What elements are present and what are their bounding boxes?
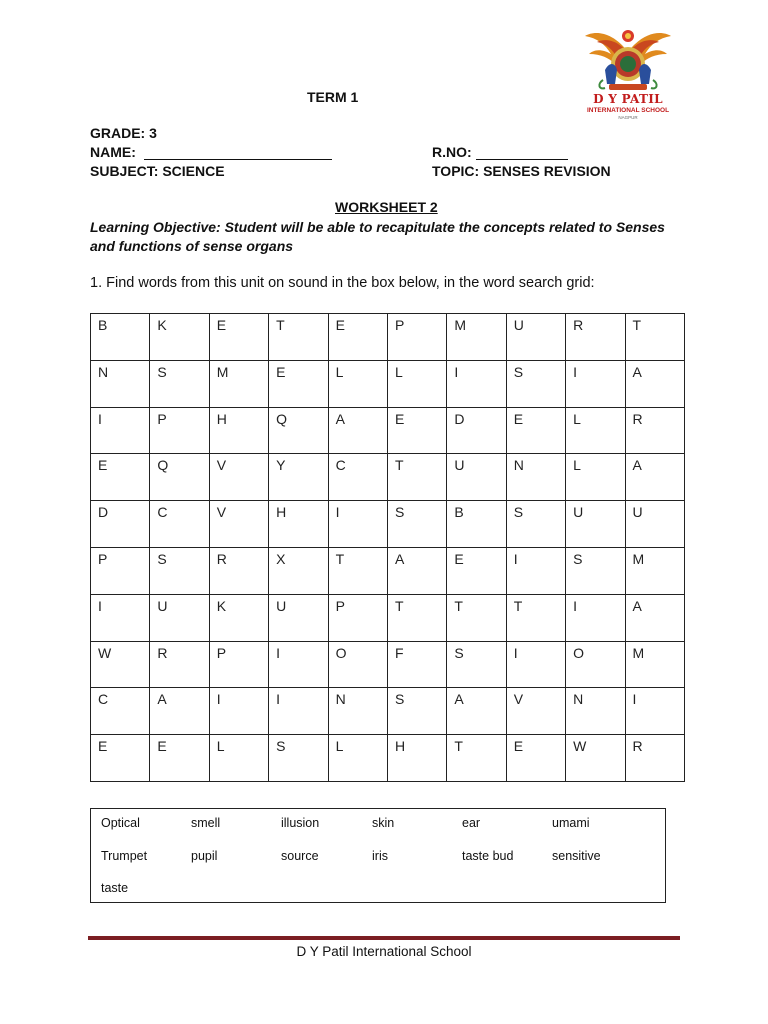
grid-cell: L xyxy=(328,735,387,782)
grid-cell: T xyxy=(625,314,684,361)
grid-cell: R xyxy=(209,547,268,594)
grid-cell: I xyxy=(269,641,328,688)
grid-cell: C xyxy=(328,454,387,501)
grid-cell: D xyxy=(447,407,506,454)
grid-cell: R xyxy=(625,407,684,454)
term-label: TERM 1 xyxy=(307,89,359,105)
word-item: source xyxy=(281,849,319,863)
grid-cell: L xyxy=(328,360,387,407)
grid-cell: A xyxy=(625,454,684,501)
grid-cell: O xyxy=(328,641,387,688)
grid-cell: M xyxy=(625,547,684,594)
grid-cell: R xyxy=(625,735,684,782)
logo-school-city: NAGPUR xyxy=(618,115,638,120)
grid-cell: P xyxy=(209,641,268,688)
grid-cell: S xyxy=(387,688,446,735)
grid-cell: U xyxy=(269,594,328,641)
grid-cell: H xyxy=(269,501,328,548)
grid-cell: N xyxy=(328,688,387,735)
grid-cell: D xyxy=(91,501,150,548)
name-label: NAME: xyxy=(90,144,136,160)
grid-row xyxy=(91,360,685,407)
grid-cell: T xyxy=(447,594,506,641)
grid-cell: A xyxy=(150,688,209,735)
grid-cell: S xyxy=(566,547,625,594)
word-item: skin xyxy=(372,816,395,830)
grid-cell: V xyxy=(209,501,268,548)
learning-objective xyxy=(90,218,690,256)
grid-cell: Y xyxy=(269,454,328,501)
grid-cell: I xyxy=(506,547,565,594)
grid-cell: F xyxy=(387,641,446,688)
school-logo xyxy=(583,22,673,122)
rno-field[interactable] xyxy=(476,147,568,160)
word-search-grid xyxy=(90,313,685,782)
grid-cell: A xyxy=(387,547,446,594)
grid-cell: E xyxy=(447,547,506,594)
grid-cell: I xyxy=(328,501,387,548)
grid-cell: H xyxy=(387,735,446,782)
grid-cell: T xyxy=(506,594,565,641)
grade-label: GRADE: 3 xyxy=(90,125,157,141)
grid-cell: A xyxy=(625,594,684,641)
name-field[interactable] xyxy=(144,147,332,160)
grid-cell: I xyxy=(209,688,268,735)
grid-row xyxy=(91,641,685,688)
grid-cell: E xyxy=(506,407,565,454)
grid-cell: Q xyxy=(150,454,209,501)
logo-school-subtitle: INTERNATIONAL SCHOOL xyxy=(586,107,670,114)
footer-school-name: D Y Patil International School xyxy=(296,944,472,959)
logo-school-name: D Y PATIL xyxy=(593,92,663,106)
grid-cell: A xyxy=(328,407,387,454)
word-item: taste bud xyxy=(462,849,514,863)
grid-cell: I xyxy=(566,594,625,641)
grid-cell: T xyxy=(387,454,446,501)
grid-cell: U xyxy=(566,501,625,548)
footer-divider xyxy=(88,936,680,940)
grid-cell: W xyxy=(91,641,150,688)
grid-cell: M xyxy=(447,314,506,361)
word-item: smell xyxy=(191,816,221,830)
word-item: Trumpet xyxy=(101,849,148,863)
grid-cell: S xyxy=(506,501,565,548)
question-text: 1. Find words from this unit on sound in the box below, in the word search grid: xyxy=(90,275,595,291)
grid-cell: A xyxy=(625,360,684,407)
grid-cell: I xyxy=(91,594,150,641)
grid-cell: I xyxy=(447,360,506,407)
grid-cell: C xyxy=(150,501,209,548)
grid-cell: P xyxy=(387,314,446,361)
grid-cell: L xyxy=(566,454,625,501)
grid-cell: B xyxy=(91,314,150,361)
grid-cell: V xyxy=(209,454,268,501)
grid-cell: N xyxy=(566,688,625,735)
grid-cell: B xyxy=(447,501,506,548)
grid-cell: H xyxy=(209,407,268,454)
grid-cell: E xyxy=(269,360,328,407)
word-item: Optical xyxy=(101,816,140,830)
grid-cell: X xyxy=(269,547,328,594)
grid-row xyxy=(91,407,685,454)
grid-cell: I xyxy=(269,688,328,735)
grid-cell: I xyxy=(566,360,625,407)
grid-cell: N xyxy=(506,454,565,501)
grid-cell: E xyxy=(150,735,209,782)
grid-row xyxy=(91,688,685,735)
grid-row xyxy=(91,454,685,501)
grid-row xyxy=(91,501,685,548)
grid-cell: L xyxy=(209,735,268,782)
grid-cell: W xyxy=(566,735,625,782)
grid-cell: P xyxy=(328,594,387,641)
grid-cell: E xyxy=(91,735,150,782)
word-item: sensitive xyxy=(552,849,601,863)
grid-cell: C xyxy=(91,688,150,735)
grid-cell: T xyxy=(387,594,446,641)
grid-cell: R xyxy=(566,314,625,361)
grid-cell: S xyxy=(269,735,328,782)
grid-cell: N xyxy=(91,360,150,407)
grid-cell: S xyxy=(150,360,209,407)
grid-cell: T xyxy=(447,735,506,782)
worksheet-title: WORKSHEET 2 xyxy=(335,199,438,215)
grid-cell: V xyxy=(506,688,565,735)
grid-cell: E xyxy=(506,735,565,782)
grid-cell: T xyxy=(328,547,387,594)
grid-cell: M xyxy=(625,641,684,688)
grid-cell: K xyxy=(209,594,268,641)
grid-cell: A xyxy=(447,688,506,735)
grid-cell: I xyxy=(625,688,684,735)
objective-label: Learning Objective xyxy=(90,219,217,235)
word-item: pupil xyxy=(191,849,218,863)
word-item: illusion xyxy=(281,816,320,830)
grid-cell: L xyxy=(566,407,625,454)
grid-cell: S xyxy=(506,360,565,407)
name-row xyxy=(90,144,332,160)
grid-row xyxy=(91,735,685,782)
grid-cell: U xyxy=(506,314,565,361)
crest-emblem-icon xyxy=(583,22,673,94)
grid-cell: L xyxy=(387,360,446,407)
grid-cell: I xyxy=(91,407,150,454)
grid-cell: P xyxy=(150,407,209,454)
grid-cell: U xyxy=(447,454,506,501)
grid-cell: T xyxy=(269,314,328,361)
rno-row xyxy=(432,144,568,160)
word-list-box xyxy=(90,808,666,903)
word-item: taste xyxy=(101,881,129,895)
grid-cell: E xyxy=(328,314,387,361)
grid-cell: E xyxy=(387,407,446,454)
grid-cell: I xyxy=(506,641,565,688)
rno-label: R.NO: xyxy=(432,144,472,160)
word-item: iris xyxy=(372,849,388,863)
topic-label: TOPIC: SENSES REVISION xyxy=(432,163,611,179)
grid-cell: O xyxy=(566,641,625,688)
grid-row xyxy=(91,547,685,594)
grid-cell: Q xyxy=(269,407,328,454)
grid-cell: S xyxy=(150,547,209,594)
grid-cell: R xyxy=(150,641,209,688)
objective-text: : Student will be able to recapitulate the concepts related to Senses and functions of sense organs xyxy=(90,219,665,254)
grid-cell: U xyxy=(150,594,209,641)
grid-cell: P xyxy=(91,547,150,594)
grid-cell: E xyxy=(209,314,268,361)
subject-label: SUBJECT: SCIENCE xyxy=(90,163,225,179)
grid-cell: E xyxy=(91,454,150,501)
grid-cell: S xyxy=(387,501,446,548)
grid-cell: K xyxy=(150,314,209,361)
grid-cell: U xyxy=(625,501,684,548)
word-item: umami xyxy=(552,816,590,830)
word-item: ear xyxy=(462,816,481,830)
grid-cell: S xyxy=(447,641,506,688)
grid-row xyxy=(91,594,685,641)
grid-cell: M xyxy=(209,360,268,407)
grid-row xyxy=(91,314,685,361)
